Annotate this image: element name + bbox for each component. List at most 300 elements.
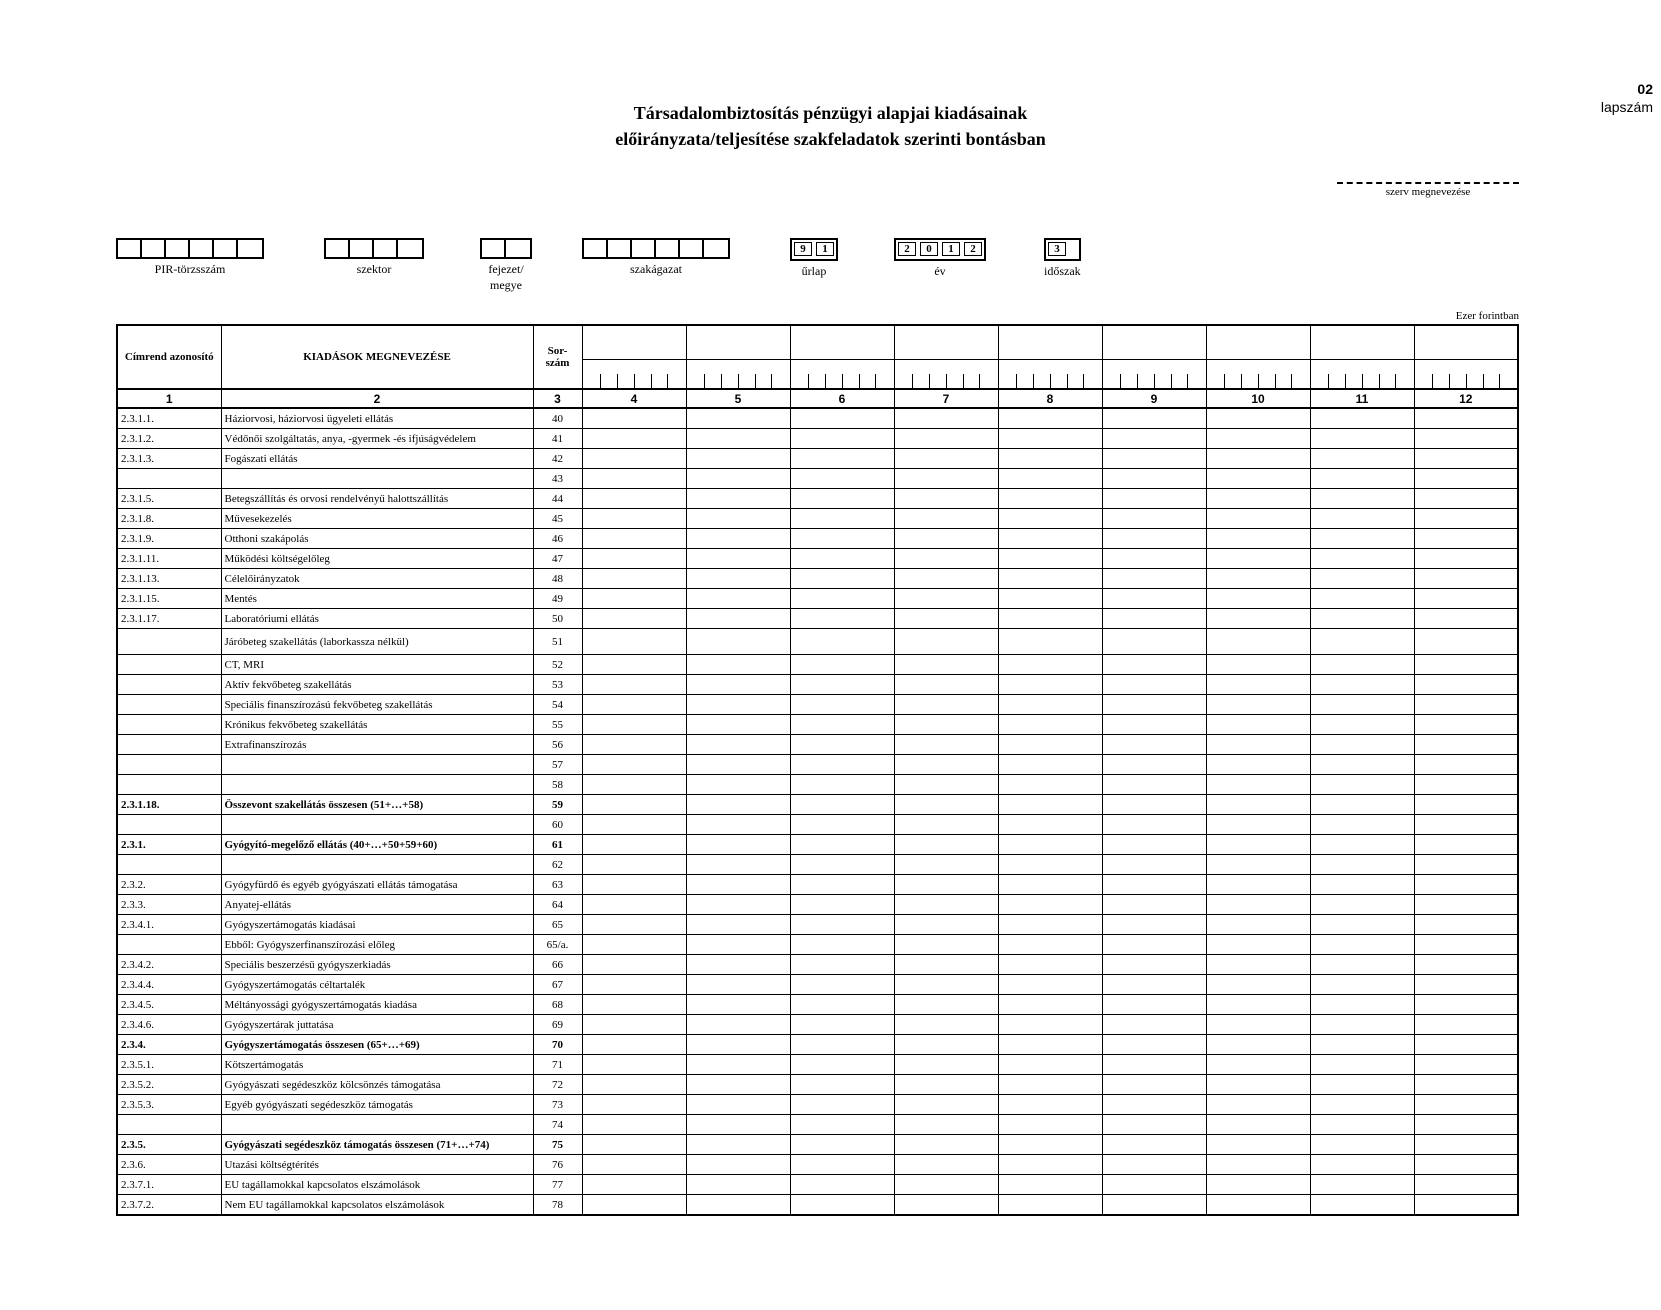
value-cell[interactable] xyxy=(1102,1055,1206,1075)
value-cell[interactable] xyxy=(790,489,894,509)
value-cell[interactable] xyxy=(790,429,894,449)
value-cell[interactable] xyxy=(1414,1155,1518,1175)
value-cell[interactable] xyxy=(894,449,998,469)
value-cell[interactable] xyxy=(998,935,1102,955)
value-cell[interactable] xyxy=(1414,755,1518,775)
value-cell[interactable] xyxy=(998,875,1102,895)
value-cell[interactable] xyxy=(582,755,686,775)
value-cell[interactable] xyxy=(1310,675,1414,695)
value-cell[interactable] xyxy=(790,895,894,915)
code-box-cell[interactable] xyxy=(1102,359,1206,389)
value-cell[interactable] xyxy=(894,1135,998,1155)
value-cell[interactable] xyxy=(998,509,1102,529)
value-cell[interactable] xyxy=(1310,795,1414,815)
value-cell[interactable] xyxy=(894,549,998,569)
value-cell[interactable] xyxy=(1102,975,1206,995)
fejezet-field[interactable] xyxy=(480,238,532,293)
value-cell[interactable] xyxy=(1310,775,1414,795)
value-cell[interactable] xyxy=(1102,915,1206,935)
value-cell[interactable] xyxy=(686,529,790,549)
value-cell[interactable] xyxy=(790,775,894,795)
value-cell[interactable] xyxy=(1206,589,1310,609)
value-cell[interactable] xyxy=(1310,895,1414,915)
value-cell[interactable] xyxy=(1206,609,1310,629)
szektor-field[interactable] xyxy=(324,238,424,277)
value-cell[interactable] xyxy=(1206,715,1310,735)
value-cell[interactable] xyxy=(1310,569,1414,589)
value-cell[interactable] xyxy=(1206,855,1310,875)
value-cell[interactable] xyxy=(1414,1175,1518,1195)
code-box-cell[interactable] xyxy=(686,359,790,389)
value-cell[interactable] xyxy=(582,915,686,935)
szakagazat-digit-box[interactable] xyxy=(704,240,728,257)
value-cell[interactable] xyxy=(998,1015,1102,1035)
value-cell[interactable] xyxy=(1102,695,1206,715)
value-cell[interactable] xyxy=(1310,975,1414,995)
value-cell[interactable] xyxy=(998,815,1102,835)
value-cell[interactable] xyxy=(686,1195,790,1216)
value-cell[interactable] xyxy=(998,629,1102,655)
value-cell[interactable] xyxy=(582,935,686,955)
code-box-cell[interactable] xyxy=(1414,359,1518,389)
code-digit-box[interactable] xyxy=(738,374,755,388)
value-cell[interactable] xyxy=(1206,815,1310,835)
value-cell[interactable] xyxy=(1414,995,1518,1015)
value-cell[interactable] xyxy=(1414,915,1518,935)
value-cell[interactable] xyxy=(894,715,998,735)
value-cell[interactable] xyxy=(894,855,998,875)
value-cell[interactable] xyxy=(894,875,998,895)
value-cell[interactable] xyxy=(686,408,790,429)
value-cell[interactable] xyxy=(686,795,790,815)
value-cell[interactable] xyxy=(894,815,998,835)
value-cell[interactable] xyxy=(1206,1175,1310,1195)
value-cell[interactable] xyxy=(998,1135,1102,1155)
value-cell[interactable] xyxy=(686,1055,790,1075)
value-cell[interactable] xyxy=(998,795,1102,815)
code-digit-box[interactable] xyxy=(1328,374,1345,388)
value-cell[interactable] xyxy=(582,655,686,675)
value-cell[interactable] xyxy=(1102,1115,1206,1135)
value-cell[interactable] xyxy=(1310,429,1414,449)
value-cell[interactable] xyxy=(790,735,894,755)
header-blank[interactable] xyxy=(1102,325,1206,359)
value-cell[interactable] xyxy=(790,589,894,609)
value-cell[interactable] xyxy=(894,735,998,755)
value-cell[interactable] xyxy=(1206,1115,1310,1135)
value-cell[interactable] xyxy=(998,675,1102,695)
value-cell[interactable] xyxy=(894,489,998,509)
value-cell[interactable] xyxy=(1206,429,1310,449)
code-digit-box[interactable] xyxy=(1171,374,1188,388)
value-cell[interactable] xyxy=(1414,775,1518,795)
value-cell[interactable] xyxy=(1102,875,1206,895)
header-blank[interactable] xyxy=(1414,325,1518,359)
value-cell[interactable] xyxy=(1206,529,1310,549)
value-cell[interactable] xyxy=(1206,735,1310,755)
code-digit-boxes[interactable] xyxy=(999,360,1102,388)
value-cell[interactable] xyxy=(790,1095,894,1115)
value-cell[interactable] xyxy=(582,549,686,569)
value-cell[interactable] xyxy=(1206,915,1310,935)
value-cell[interactable] xyxy=(1102,675,1206,695)
value-cell[interactable] xyxy=(894,755,998,775)
szakagazat-digit-box[interactable] xyxy=(680,240,704,257)
fejezet-digit-box[interactable] xyxy=(506,240,530,257)
value-cell[interactable] xyxy=(998,995,1102,1015)
value-cell[interactable] xyxy=(582,569,686,589)
value-cell[interactable] xyxy=(582,1155,686,1175)
value-cell[interactable] xyxy=(1310,408,1414,429)
value-cell[interactable] xyxy=(894,509,998,529)
value-cell[interactable] xyxy=(582,1195,686,1216)
value-cell[interactable] xyxy=(582,995,686,1015)
value-cell[interactable] xyxy=(894,935,998,955)
value-cell[interactable] xyxy=(1206,995,1310,1015)
header-blank[interactable] xyxy=(1310,325,1414,359)
szektor-boxes[interactable] xyxy=(324,238,424,259)
value-cell[interactable] xyxy=(894,589,998,609)
value-cell[interactable] xyxy=(582,449,686,469)
value-cell[interactable] xyxy=(1102,1015,1206,1035)
value-cell[interactable] xyxy=(1102,489,1206,509)
value-cell[interactable] xyxy=(894,408,998,429)
value-cell[interactable] xyxy=(1102,755,1206,775)
value-cell[interactable] xyxy=(790,815,894,835)
szektor-digit-box[interactable] xyxy=(350,240,374,257)
value-cell[interactable] xyxy=(1414,429,1518,449)
value-cell[interactable] xyxy=(1310,715,1414,735)
value-cell[interactable] xyxy=(1206,655,1310,675)
value-cell[interactable] xyxy=(894,835,998,855)
value-cell[interactable] xyxy=(1206,695,1310,715)
value-cell[interactable] xyxy=(1102,935,1206,955)
szektor-digit-box[interactable] xyxy=(374,240,398,257)
value-cell[interactable] xyxy=(1310,1135,1414,1155)
value-cell[interactable] xyxy=(790,509,894,529)
value-cell[interactable] xyxy=(790,695,894,715)
value-cell[interactable] xyxy=(1310,489,1414,509)
value-cell[interactable] xyxy=(686,449,790,469)
value-cell[interactable] xyxy=(998,1155,1102,1175)
value-cell[interactable] xyxy=(1414,1055,1518,1075)
value-cell[interactable] xyxy=(998,429,1102,449)
value-cell[interactable] xyxy=(1414,629,1518,655)
value-cell[interactable] xyxy=(686,655,790,675)
value-cell[interactable] xyxy=(998,1175,1102,1195)
value-cell[interactable] xyxy=(1310,655,1414,675)
code-digit-box[interactable] xyxy=(912,374,929,388)
value-cell[interactable] xyxy=(1414,815,1518,835)
value-cell[interactable] xyxy=(686,695,790,715)
value-cell[interactable] xyxy=(998,735,1102,755)
value-cell[interactable] xyxy=(894,1175,998,1195)
value-cell[interactable] xyxy=(894,1075,998,1095)
value-cell[interactable] xyxy=(1310,1195,1414,1216)
value-cell[interactable] xyxy=(686,735,790,755)
value-cell[interactable] xyxy=(894,1155,998,1175)
value-cell[interactable] xyxy=(686,549,790,569)
value-cell[interactable] xyxy=(686,1155,790,1175)
value-cell[interactable] xyxy=(582,1035,686,1055)
value-cell[interactable] xyxy=(1102,815,1206,835)
value-cell[interactable] xyxy=(998,755,1102,775)
value-cell[interactable] xyxy=(1310,1035,1414,1055)
fejezet-boxes[interactable] xyxy=(480,238,532,259)
value-cell[interactable] xyxy=(1310,815,1414,835)
value-cell[interactable] xyxy=(998,609,1102,629)
value-cell[interactable] xyxy=(1102,995,1206,1015)
value-cell[interactable] xyxy=(894,629,998,655)
value-cell[interactable] xyxy=(790,915,894,935)
value-cell[interactable] xyxy=(998,1055,1102,1075)
value-cell[interactable] xyxy=(1414,855,1518,875)
code-digit-box[interactable] xyxy=(1432,374,1449,388)
value-cell[interactable] xyxy=(582,529,686,549)
header-blank[interactable] xyxy=(894,325,998,359)
pir-digit-box[interactable] xyxy=(238,240,262,257)
value-cell[interactable] xyxy=(998,589,1102,609)
value-cell[interactable] xyxy=(1414,735,1518,755)
pir-boxes[interactable] xyxy=(116,238,264,259)
value-cell[interactable] xyxy=(1310,855,1414,875)
value-cell[interactable] xyxy=(1102,509,1206,529)
code-digit-box[interactable] xyxy=(600,374,617,388)
value-cell[interactable] xyxy=(1310,935,1414,955)
value-cell[interactable] xyxy=(790,955,894,975)
value-cell[interactable] xyxy=(1206,408,1310,429)
value-cell[interactable] xyxy=(790,1015,894,1035)
value-cell[interactable] xyxy=(582,1115,686,1135)
value-cell[interactable] xyxy=(1414,975,1518,995)
value-cell[interactable] xyxy=(790,408,894,429)
code-box-cell[interactable] xyxy=(1310,359,1414,389)
value-cell[interactable] xyxy=(1310,589,1414,609)
value-cell[interactable] xyxy=(1102,1075,1206,1095)
code-digit-box[interactable] xyxy=(1483,374,1500,388)
value-cell[interactable] xyxy=(582,1075,686,1095)
value-cell[interactable] xyxy=(582,408,686,429)
value-cell[interactable] xyxy=(894,1095,998,1115)
value-cell[interactable] xyxy=(686,815,790,835)
organization-name-field[interactable] xyxy=(1337,182,1519,198)
value-cell[interactable] xyxy=(1414,589,1518,609)
value-cell[interactable] xyxy=(1206,775,1310,795)
code-digit-boxes[interactable] xyxy=(791,360,894,388)
value-cell[interactable] xyxy=(790,469,894,489)
value-cell[interactable] xyxy=(1206,1015,1310,1035)
value-cell[interactable] xyxy=(686,755,790,775)
code-digit-box[interactable] xyxy=(1120,374,1137,388)
value-cell[interactable] xyxy=(1102,629,1206,655)
value-cell[interactable] xyxy=(582,1015,686,1035)
szakagazat-field[interactable] xyxy=(582,238,730,277)
code-digit-box[interactable] xyxy=(755,374,772,388)
pir-digit-box[interactable] xyxy=(190,240,214,257)
value-cell[interactable] xyxy=(1206,835,1310,855)
value-cell[interactable] xyxy=(1206,1155,1310,1175)
value-cell[interactable] xyxy=(686,675,790,695)
value-cell[interactable] xyxy=(1310,1075,1414,1095)
code-box-cell[interactable] xyxy=(1206,359,1310,389)
code-digit-box[interactable] xyxy=(1154,374,1171,388)
value-cell[interactable] xyxy=(1206,1095,1310,1115)
value-cell[interactable] xyxy=(686,915,790,935)
value-cell[interactable] xyxy=(1414,1075,1518,1095)
value-cell[interactable] xyxy=(582,1175,686,1195)
code-box-cell[interactable] xyxy=(582,359,686,389)
pir-digit-box[interactable] xyxy=(142,240,166,257)
value-cell[interactable] xyxy=(1414,469,1518,489)
code-digit-box[interactable] xyxy=(929,374,946,388)
value-cell[interactable] xyxy=(1206,755,1310,775)
value-cell[interactable] xyxy=(1102,1175,1206,1195)
value-cell[interactable] xyxy=(790,1175,894,1195)
code-digit-box[interactable] xyxy=(617,374,634,388)
code-digit-box[interactable] xyxy=(1362,374,1379,388)
value-cell[interactable] xyxy=(1102,855,1206,875)
header-blank[interactable] xyxy=(998,325,1102,359)
value-cell[interactable] xyxy=(894,775,998,795)
value-cell[interactable] xyxy=(894,895,998,915)
value-cell[interactable] xyxy=(1102,955,1206,975)
value-cell[interactable] xyxy=(1414,835,1518,855)
value-cell[interactable] xyxy=(894,1115,998,1135)
value-cell[interactable] xyxy=(790,935,894,955)
value-cell[interactable] xyxy=(582,835,686,855)
code-digit-box[interactable] xyxy=(1345,374,1362,388)
value-cell[interactable] xyxy=(1310,875,1414,895)
value-cell[interactable] xyxy=(1414,795,1518,815)
value-cell[interactable] xyxy=(790,875,894,895)
value-cell[interactable] xyxy=(1102,569,1206,589)
value-cell[interactable] xyxy=(1414,1135,1518,1155)
value-cell[interactable] xyxy=(1102,715,1206,735)
value-cell[interactable] xyxy=(894,1015,998,1035)
value-cell[interactable] xyxy=(686,589,790,609)
value-cell[interactable] xyxy=(790,995,894,1015)
value-cell[interactable] xyxy=(790,1075,894,1095)
value-cell[interactable] xyxy=(1310,1175,1414,1195)
code-digit-box[interactable] xyxy=(1067,374,1084,388)
value-cell[interactable] xyxy=(582,795,686,815)
value-cell[interactable] xyxy=(1206,629,1310,655)
value-cell[interactable] xyxy=(1310,695,1414,715)
value-cell[interactable] xyxy=(582,975,686,995)
value-cell[interactable] xyxy=(1414,955,1518,975)
value-cell[interactable] xyxy=(894,955,998,975)
value-cell[interactable] xyxy=(998,955,1102,975)
pir-digit-box[interactable] xyxy=(214,240,238,257)
value-cell[interactable] xyxy=(790,835,894,855)
value-cell[interactable] xyxy=(1206,795,1310,815)
value-cell[interactable] xyxy=(1414,408,1518,429)
value-cell[interactable] xyxy=(582,429,686,449)
szakagazat-digit-box[interactable] xyxy=(632,240,656,257)
value-cell[interactable] xyxy=(686,1115,790,1135)
value-cell[interactable] xyxy=(686,629,790,655)
value-cell[interactable] xyxy=(894,429,998,449)
code-box-cell[interactable] xyxy=(998,359,1102,389)
value-cell[interactable] xyxy=(998,449,1102,469)
value-cell[interactable] xyxy=(998,469,1102,489)
value-cell[interactable] xyxy=(790,449,894,469)
code-digit-box[interactable] xyxy=(634,374,651,388)
code-digit-box[interactable] xyxy=(1275,374,1292,388)
value-cell[interactable] xyxy=(686,1095,790,1115)
szakagazat-boxes[interactable] xyxy=(582,238,730,259)
value-cell[interactable] xyxy=(894,609,998,629)
code-digit-box[interactable] xyxy=(1033,374,1050,388)
value-cell[interactable] xyxy=(998,408,1102,429)
code-digit-box[interactable] xyxy=(704,374,721,388)
value-cell[interactable] xyxy=(582,815,686,835)
value-cell[interactable] xyxy=(582,1095,686,1115)
code-box-cell[interactable] xyxy=(894,359,998,389)
value-cell[interactable] xyxy=(1206,449,1310,469)
value-cell[interactable] xyxy=(1206,1075,1310,1095)
value-cell[interactable] xyxy=(1414,1095,1518,1115)
value-cell[interactable] xyxy=(998,895,1102,915)
value-cell[interactable] xyxy=(686,995,790,1015)
value-cell[interactable] xyxy=(894,675,998,695)
value-cell[interactable] xyxy=(686,1175,790,1195)
value-cell[interactable] xyxy=(998,529,1102,549)
code-digit-box[interactable] xyxy=(721,374,738,388)
value-cell[interactable] xyxy=(790,715,894,735)
code-digit-box[interactable] xyxy=(1258,374,1275,388)
value-cell[interactable] xyxy=(582,489,686,509)
value-cell[interactable] xyxy=(894,995,998,1015)
value-cell[interactable] xyxy=(998,1075,1102,1095)
code-digit-boxes[interactable] xyxy=(1311,360,1414,388)
value-cell[interactable] xyxy=(1310,469,1414,489)
value-cell[interactable] xyxy=(1310,609,1414,629)
value-cell[interactable] xyxy=(1310,1055,1414,1075)
value-cell[interactable] xyxy=(686,715,790,735)
value-cell[interactable] xyxy=(998,1195,1102,1216)
value-cell[interactable] xyxy=(790,655,894,675)
value-cell[interactable] xyxy=(686,1015,790,1035)
code-digit-boxes[interactable] xyxy=(1103,360,1206,388)
code-digit-boxes[interactable] xyxy=(1207,360,1310,388)
value-cell[interactable] xyxy=(1414,1115,1518,1135)
value-cell[interactable] xyxy=(998,569,1102,589)
value-cell[interactable] xyxy=(686,469,790,489)
value-cell[interactable] xyxy=(686,1135,790,1155)
header-blank[interactable] xyxy=(790,325,894,359)
value-cell[interactable] xyxy=(1206,569,1310,589)
value-cell[interactable] xyxy=(998,715,1102,735)
value-cell[interactable] xyxy=(686,955,790,975)
value-cell[interactable] xyxy=(1102,469,1206,489)
value-cell[interactable] xyxy=(894,655,998,675)
value-cell[interactable] xyxy=(1102,1095,1206,1115)
value-cell[interactable] xyxy=(998,655,1102,675)
value-cell[interactable] xyxy=(998,1115,1102,1135)
value-cell[interactable] xyxy=(1310,1115,1414,1135)
value-cell[interactable] xyxy=(1102,1035,1206,1055)
value-cell[interactable] xyxy=(1414,509,1518,529)
value-cell[interactable] xyxy=(790,1035,894,1055)
value-cell[interactable] xyxy=(998,855,1102,875)
value-cell[interactable] xyxy=(790,529,894,549)
value-cell[interactable] xyxy=(1102,735,1206,755)
value-cell[interactable] xyxy=(582,695,686,715)
value-cell[interactable] xyxy=(790,1135,894,1155)
value-cell[interactable] xyxy=(894,569,998,589)
code-digit-box[interactable] xyxy=(1016,374,1033,388)
